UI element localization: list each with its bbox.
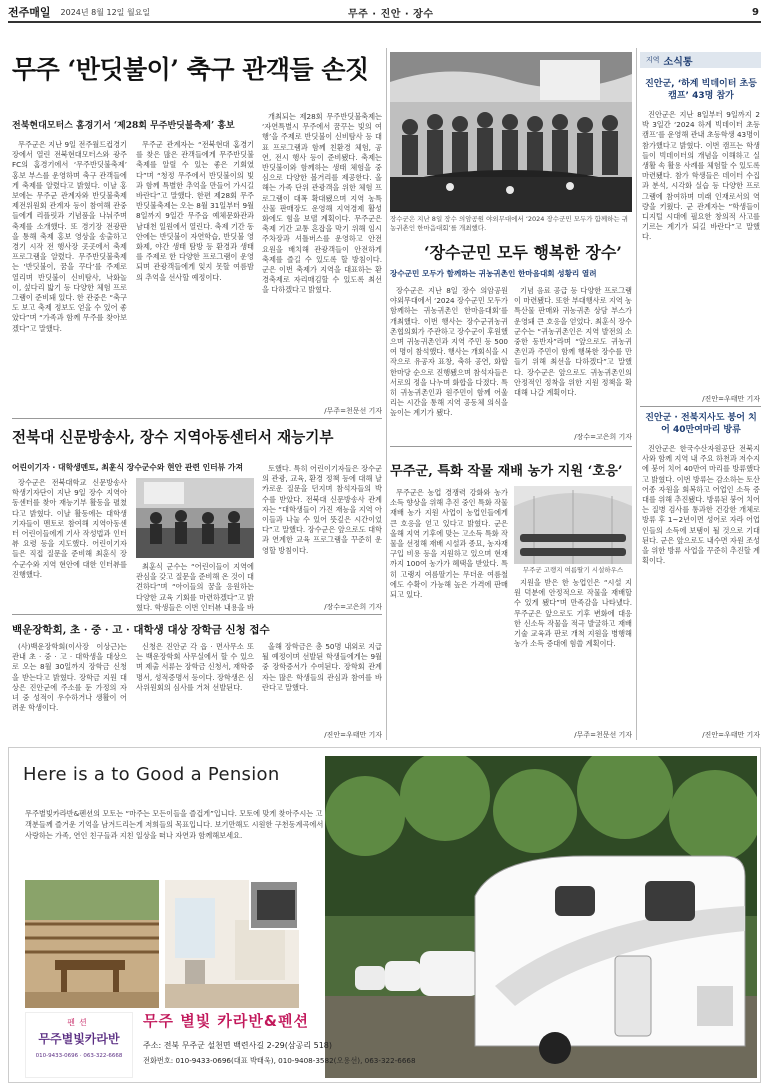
ad-logo bbox=[25, 1012, 133, 1078]
farm-photo bbox=[514, 486, 632, 564]
jeonbuk-col-3: 토했다. 특히 어린이기자들은 장수군의 관광, 교육, 환경 정책 등에 대해 날카로운 질문을 던지며 참석자들의 박수를 받았다. 전북대 신문방송사 관계자는 “대학생들이 가진 재능을 지역 아이들과 나눌 수 있어 뜻깊은 시간이었다”고 말했다. 장수군은 앞으로도 대학과 연계한 교육 프로그램을 꾸준히 운영할 방침이다. bbox=[262, 464, 382, 555]
main-byline: /무주=천문선 기자 bbox=[324, 407, 382, 415]
jangsu-col-1: 장수군은 지난 8일 장수 의암공원 야외무대에서 ‘2024 장수군민 모두가 함께하는 귀농귀촌인 한마음대회’를 개최했다. 이번 행사는 장수군귀농귀촌협의회가 주관하고 장수군이 후원했으며 귀농귀촌인과 지역 주민 등 500여 명이 참석했다. 행사는 개회식을 시작으로 유공자 표창, 축하 공연, 화합 한마당 순으로 진행됐으며 참석자들은 서로의 정을 나누며 화합을 다졌다. 특히 귀농귀촌인과 원주민이 함께 어울리는 시간을 통해 지역 공동체 의식을 높이는 계기가 됐다. bbox=[390, 286, 508, 418]
scholarship-byline: /진안=우태만 기자 bbox=[324, 731, 382, 739]
sidebar-label: 지역 bbox=[646, 56, 660, 64]
farm-byline: /무주=천문선 기자 bbox=[574, 731, 632, 739]
scholarship-col-3: 올해 장학금은 총 50명 내외로 지급될 예정이며 선발된 학생들에게는 9월 중 장학증서가 수여된다. 장학회 관계자는 많은 학생들의 관심과 참여를 바란다고 말했다. bbox=[262, 642, 382, 692]
jangsu-subhead: 장수군민 모두가 함께하는 귀농귀촌인 한마음대회 성황리 열려 bbox=[390, 269, 597, 278]
divider bbox=[390, 446, 632, 447]
header-rule bbox=[8, 21, 761, 23]
event-photo bbox=[390, 52, 632, 212]
jeonbuk-subhead: 어린이기자 · 대학생멘토, 최훈식 장수군수와 현안 관련 인터뷰 가져 bbox=[12, 463, 243, 472]
jangsu-byline: /장수=고은희 기자 bbox=[574, 433, 632, 441]
jeonbuk-col-1: 장수군은 전북대학교 신문방송사 학생기자단이 지난 9일 장수 지역아동센터를 찾아 재능기부 활동을 펼쳤다고 밝혔다. 이날 활동에는 대학생 기자들이 멘토로 참여해 지역아동센터 어린이들에게 기사 작성법과 인터뷰 요령 등을 지도했다. 어린이기자들은 직접 질문을 준비해 최훈식 장수군수와 지역 현안에 대한 인터뷰를 진행했다. bbox=[12, 478, 127, 579]
column-rule bbox=[386, 48, 387, 740]
main-headline: 무주 ‘반딧불이’ 축구 관객들 손짓 bbox=[12, 55, 369, 84]
event-photo-caption: 장수군은 지난 8일 장수 의암공원 야외무대에서 ‘2024 장수군민 모두가 함께하는 귀농귀촌인 한마음대회’를 개최했다. bbox=[390, 215, 629, 232]
sidebar-news1-byline: /진안=우태만 기자 bbox=[702, 395, 760, 403]
jangsu-headline: ‘장수군민 모두 행복한 장수’ bbox=[424, 243, 622, 262]
sidebar-news1-body: 진안군은 지난 8일부터 9일까지 2박 3일간 ‘2024 하계 빅데이터 초등캠프’를 운영해 관내 초등학생 43명이 참가했다고 밝혔다. 이번 캠프는 학생들이 빅데이터의 개념을 이해하고 실생활 속 활용 사례를 체험할 수 있도록 마련됐다. 참가 학생들은 데이터 수집과 분석, 시각화 실습 등 다양한 프로그램에 참여하며 미래 인재로서의 역량을 키웠다. 군 관계자는 “학생들이 디지털 시대에 필요한 창의적 사고를 기르는 계기가 되길 바란다”고 말했다. bbox=[642, 110, 760, 242]
main-col-1: 무주군은 지난 9일 전주월드컵경기장에서 열린 전북현대모터스와 광주FC의 홈경기에서 ‘무주반딧불축제’ 홍보 부스를 운영하며 축구 관객들에게 축제를 알렸다고 밝혔다. 이날 홍보에는 무주군 관계자와 반딧불축제 제전위원회 관계자 등이 참여해 관중들에게 리플릿과 기념품을 나눠주며 축제를 소개했다. 또 경기장 전광판을 통해 축제 홍보 영상을 송출하고 경기 시작 전 행사장 곳곳에서 축제 프로그램을 알렸다. 무주반딧불축제는 ‘반딧불이, 꿈을 꾸다’를 주제로 열리며 반딧불이 신비탐사, 낙화놀이, 섶다리 밟기 등 다양한 체험 프로그램이 준비돼 있다. 한 관중은 “축구도 보고 축제 정보도 얻을 수 있어 좋았다”며 “가족과 함께 무주를 찾아보겠다”고 말했다. bbox=[12, 140, 127, 333]
logo-text: 무주별빛카라반 bbox=[38, 1032, 120, 1046]
interview-photo bbox=[136, 478, 254, 558]
jeonbuk-byline: /장수=고은희 기자 bbox=[324, 603, 382, 611]
jeonbuk-headline: 전북대 신문방송사, 장수 지역아동센터서 재능기부 bbox=[12, 429, 334, 446]
pension-advertisement bbox=[8, 747, 761, 1083]
page-number: 9 bbox=[752, 6, 759, 18]
ad-title: Here is a to Good a Pension bbox=[23, 764, 280, 785]
ad-address: 주소: 전북 무주군 설천면 백련사길 2-29(삼공리 518) bbox=[143, 1041, 332, 1050]
scholarship-col-2: 신청은 진안군 각 읍 · 면사무소 또는 백운장학회 사무실에서 할 수 있으며 제출 서류는 장학금 신청서, 재학증명서, 성적증명서 등이다. 장학생은 심사위원회의 심사를 거쳐 선발된다. bbox=[136, 642, 254, 692]
sidebar-news2-body: 진안군은 한국수산자원공단 전북지사와 함께 지역 내 주요 하천과 저수지에 붕어 치어 40만여 마리를 방류했다고 밝혔다. 이번 방류는 감소하는 토산 어종 자원을 회복하고 어업인 소득 증대를 위해 추진됐다. 방류된 붕어 치어는 질병 검사를 통과한 건강한 개체로 방류 후 1~2년이면 성어로 자라 어업인들의 소득에 보탬이 될 것으로 기대된다. 군은 앞으로도 내수면 자원 조성을 위한 방류 사업을 꾸준히 추진할 계획이다. bbox=[642, 444, 760, 566]
logo-phone: 010-9433-0696 · 063-322-6668 bbox=[35, 1053, 123, 1059]
wooden-deck-graphic bbox=[25, 880, 159, 1008]
ad-photo-caravans bbox=[325, 756, 757, 1078]
greenhouse-photo-graphic bbox=[514, 486, 632, 564]
jangsu-col-2: 기념 음료 공급 등 다양한 프로그램이 마련됐다. 또한 부대행사로 지역 농특산물 판매와 귀농귀촌 상담 부스가 운영돼 큰 호응을 얻었다. 최훈식 장수군수는 “귀농귀촌인은 지역 발전의 소중한 동반자”라며 “앞으로도 귀농귀촌인과 주민이 함께 행복한 장수를 만들기 위해 최선을 다하겠다”고 말했다. 장수군은 앞으로도 귀농귀촌인의 안정적인 정착을 위한 지원 정책을 확대해 나갈 계획이다. bbox=[514, 286, 632, 398]
sidebar-news1-title: 진안군, ‘하계 빅데이터 초등캠프’ 43명 참가 bbox=[645, 79, 757, 101]
scholarship-headline: 백운장학회, 초 · 중 · 고 · 대학생 대상 장학금 신청 접수 bbox=[12, 624, 270, 636]
ad-business-name: 무주 별빛 카라반&펜션 bbox=[143, 1012, 309, 1030]
divider bbox=[640, 406, 761, 407]
jeonbuk-col-2: 최훈식 군수는 “어린이들이 지역에 관심을 갖고 질문을 준비해 온 것이 대견하다”며 “아이들의 꿈을 응원하는 다양한 교육 기회를 마련하겠다”고 밝혔다. 학생들은 이번 인터뷰 내용을 바 bbox=[136, 562, 254, 612]
sidebar-header bbox=[640, 52, 761, 68]
column-rule bbox=[636, 48, 637, 740]
ad-photo-deck bbox=[25, 880, 159, 1008]
classroom-photo-graphic bbox=[136, 478, 254, 558]
farm-headline: 무주군, 특화 작물 재배 농가 지원 ‘호응’ bbox=[390, 464, 623, 479]
logo-sub: 펜션 bbox=[67, 1018, 91, 1027]
farm-col-1: 무주군은 농업 경쟁력 강화와 농가 소득 향상을 위해 추진 중인 특화 작물 재배 농가 지원 사업이 농업인들에게 큰 호응을 얻고 있다고 밝혔다. 군은 올해 지역 기후에 맞는 고소득 특화 작물을 선정해 재배 시설과 종묘, 농자재 구입 비용 등을 지원하고 있으며 현재까지 100여 농가가 혜택을 받았다. 특히 고랭지 여름딸기는 무더운 여름철에도 수확이 가능해 높은 가격에 판매되고 있다. bbox=[390, 488, 508, 600]
divider bbox=[12, 614, 382, 615]
main-col-2: 무주군 관계자는 “전북현대 홈경기를 찾은 많은 관객들에게 무주반딧불축제를 알릴 수 있는 좋은 기회였다”며 “청정 무주에서 반딧불이의 빛과 함께 특별한 추억을 만들어 가시길 바란다”고 말했다. 한편 제28회 무주반딧불축제는 오는 8월 31일부터 9월 8일까지 9일간 무주읍 예체문화관과 남대천 일원에서 열린다. 축제 기간 동안에는 반딧불이 자연학습, 반딧불 영화제, 야간 생태 탐방 등 환경과 생태를 주제로 한 다양한 프로그램이 운영되며 관광객들에게 잊지 못할 여름밤의 추억을 선사할 예정이다. bbox=[136, 140, 254, 282]
crowd-photo-graphic bbox=[390, 52, 632, 212]
ad-photo-caravan-window bbox=[249, 880, 299, 930]
divider bbox=[12, 418, 382, 419]
sidebar-news2-byline: /진안=우태만 기자 bbox=[702, 731, 760, 739]
caravan-window-graphic bbox=[251, 882, 299, 930]
main-col-3: 개최되는 제28회 무주반딧불축제는 ‘자연특별시 무주에서 꿈꾸는 빛의 여행’을 주제로 반딧불이 신비탐사 등 대표 프로그램과 함께 친환경 체험, 공연, 전시 행사 등이 준비됐다. 축제는 반딧불이와 함께하는 생태 체험을 중심으로 다양한 볼거리를 제공한다. 올해는 가족 단위 관광객을 위한 체험 프로그램이 대폭 확대됐으며 지역 농특산물 판매장도 운영해 지역경제 활성화에도 힘을 보탤 계획이다. 무주군은 축제 기간 교통 혼잡을 막기 위해 임시 주차장과 셔틀버스를 운영하고 안전 요원을 배치해 관광객들이 안전하게 축제를 즐길 수 있도록 할 방침이다. 군은 이번 축제가 지역을 대표하는 환경축제로 자리매김할 수 있도록 최선을 다하겠다고 밝혔다. bbox=[262, 112, 382, 295]
caravans-in-forest-graphic bbox=[325, 756, 757, 1078]
scholarship-col-1: (사)백운장학회(이사장 이상근)는 관내 초 · 중 · 고 · 대학생을 대상으로 오는 8월 30일까지 장학금 신청을 받는다고 밝혔다. 장학금 지원 대상은 진안군에 주소를 둔 가정의 자녀 중 성적이 우수하거나 생활이 어려운 학생이다. bbox=[12, 642, 127, 713]
farm-col-2: 지원을 받은 한 농업인은 “시설 지원 덕분에 안정적으로 작물을 재배할 수 있게 됐다”며 만족감을 나타냈다. 무주군은 앞으로도 기후 변화에 대응한 신소득 작물을 적극 발굴하고 재배 기술 교육과 판로 개척 지원을 병행해 농가 소득 증대에 힘쓸 계획이다. bbox=[514, 578, 632, 649]
main-subhead: 전북현대모터스 홈경기서 ‘제28회 무주반딧불축제’ 홍보 bbox=[12, 121, 235, 131]
page-header bbox=[8, 4, 761, 20]
masthead: 전주매일 bbox=[8, 6, 51, 19]
farm-photo-caption: 무주군 고랭지 여름딸기 시설하우스 bbox=[522, 566, 624, 574]
sidebar-title: 소식통 bbox=[663, 56, 693, 68]
ad-phone: 전화번호: 010-9433-0696(대표 박태욱), 010-9408-3582(오용선), 063-322-6668 bbox=[143, 1056, 416, 1065]
issue-date: 2024년 8월 12일 월요일 bbox=[60, 7, 151, 17]
sidebar-news2-title: 진안군 · 전북지사도 붕어 치어 40만여마리 방류 bbox=[645, 413, 757, 435]
section-title: 무주 · 진안 · 장수 bbox=[348, 8, 434, 20]
ad-intro: 무주별빛카라반&펜션의 모토는 “마주는 모든이들을 즐겁게”입니다. 모토에 맞게 찾아주시는 고객분들께 즐거운 기억을 남겨드리는게 저희들의 목표입니다. 보기만해도 시원한 구천동계곡에서 사랑하는 가족, 연인 친구들과 지친 일상을 떠나 자연과 함께해보세요. bbox=[25, 809, 324, 840]
